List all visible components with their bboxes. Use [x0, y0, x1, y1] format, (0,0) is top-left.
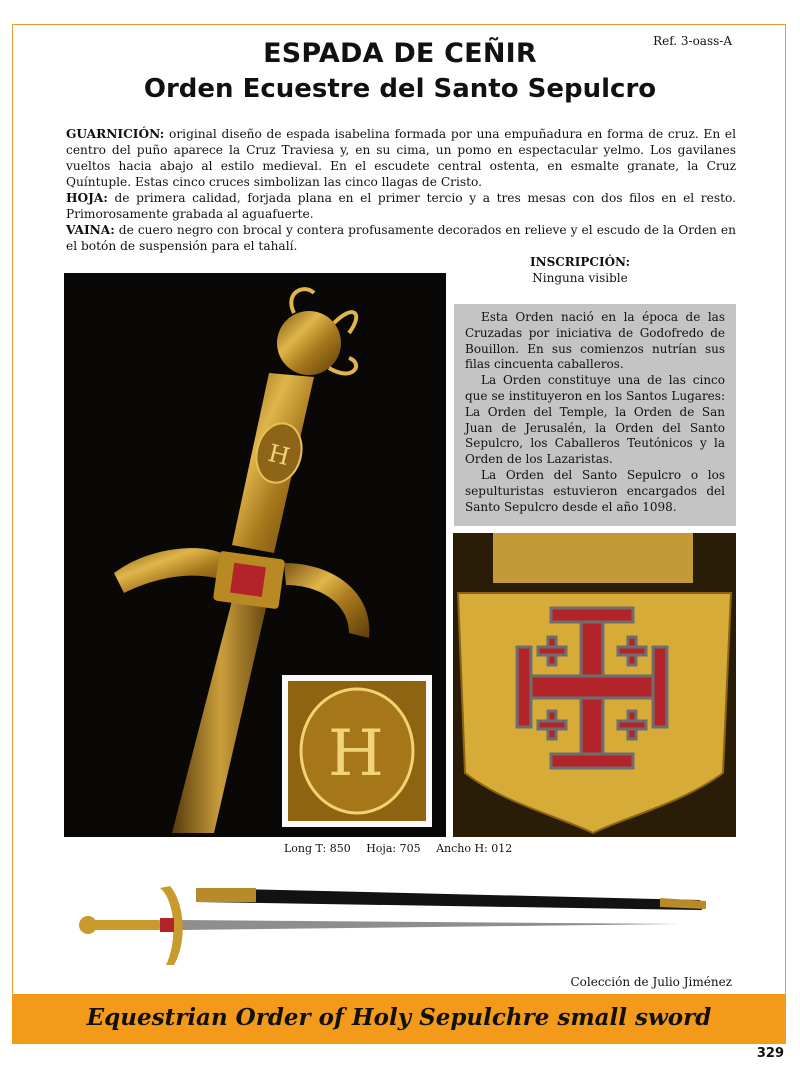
history-box — [454, 304, 736, 526]
blade-width: Ancho H: 012 — [436, 842, 513, 855]
guarnicion-label: GUARNICIÓN: — [66, 127, 165, 141]
measurements — [284, 842, 524, 855]
english-title-banner: Equestrian Order of Holy Sepulchre small sword — [12, 994, 786, 1044]
history-paragraph: Esta Orden nació en la época de las Cruzadas por iniciativa de Godofredo de Bouillon. En sus comienzos nutrían sus filas cincuenta caballeros. — [465, 310, 725, 372]
history-paragraph: La Orden del Santo Sepulcro o los sepulturistas estuvieron encargados del Santo Sepulcro desde el año 1098. — [465, 467, 725, 514]
inscription-label: INSCRIPCIÓN: — [530, 255, 630, 269]
guarnicion-text: original diseño de espada isabelina formada por una empuñadura en forma de cruz. En el centro del puño aparece la Cruz Traviesa y, en su cima, un pomo en espectacular yelmo. Los gavilanes vueltos hacia abajo al estilo medieval. En el escudete central ostenta, en esmalte granate, la Cruz Quíntuple. Estas cinco cruces simbolizan las cinco llagas de Cristo. — [66, 127, 736, 189]
hoja-paragraph — [66, 190, 736, 222]
svg-text:H: H — [265, 438, 293, 472]
hilt-photo — [64, 273, 446, 837]
sword-and-scabbard-illustration — [70, 880, 720, 970]
page-subtitle: Orden Ecuestre del Santo Sepulcro — [143, 74, 657, 104]
vaina-paragraph — [66, 222, 736, 254]
hilt-illustration — [64, 273, 446, 837]
hoja-text: de primera calidad, forjada plana en el primer tercio y a tres mesas con dos filos en el resto. Primorosamente grabada al aguafuerte. — [66, 191, 736, 221]
description-block — [66, 126, 736, 254]
page-title: ESPADA DE CEÑIR — [263, 38, 537, 69]
inscription-value: Ninguna visible — [532, 271, 628, 285]
jerusalem-cross-illustration — [453, 533, 736, 837]
hoja-label: HOJA: — [66, 191, 108, 205]
cross-detail-photo — [453, 533, 736, 837]
vaina-text: de cuero negro con brocal y contera profusamente decorados en relieve y el escudo de la Orden en el botón de suspensión para el tahalí. — [66, 223, 736, 253]
guarnicion-paragraph — [66, 126, 736, 190]
collection-credit: Colección de Julio Jiménez — [570, 975, 732, 989]
svg-text:H: H — [328, 717, 384, 791]
history-paragraph: La Orden constituye una de las cinco que se instituyeron en los Santos Lugares: La Orden del Temple, la Orden de San Juan de Jerusalén, la Orden del Santo Sepulcro, los Caballeros Teutónicos y la Orden de los Lazaristas. — [465, 373, 725, 467]
total-length: Long T: 850 — [284, 842, 351, 855]
blade-length: Hoja: 705 — [366, 842, 421, 855]
full-sword-photo — [70, 880, 720, 970]
vaina-label: VAINA: — [66, 223, 115, 237]
page-number: 329 — [756, 1046, 784, 1061]
reference-code: Ref. 3-oass-A — [653, 34, 732, 48]
